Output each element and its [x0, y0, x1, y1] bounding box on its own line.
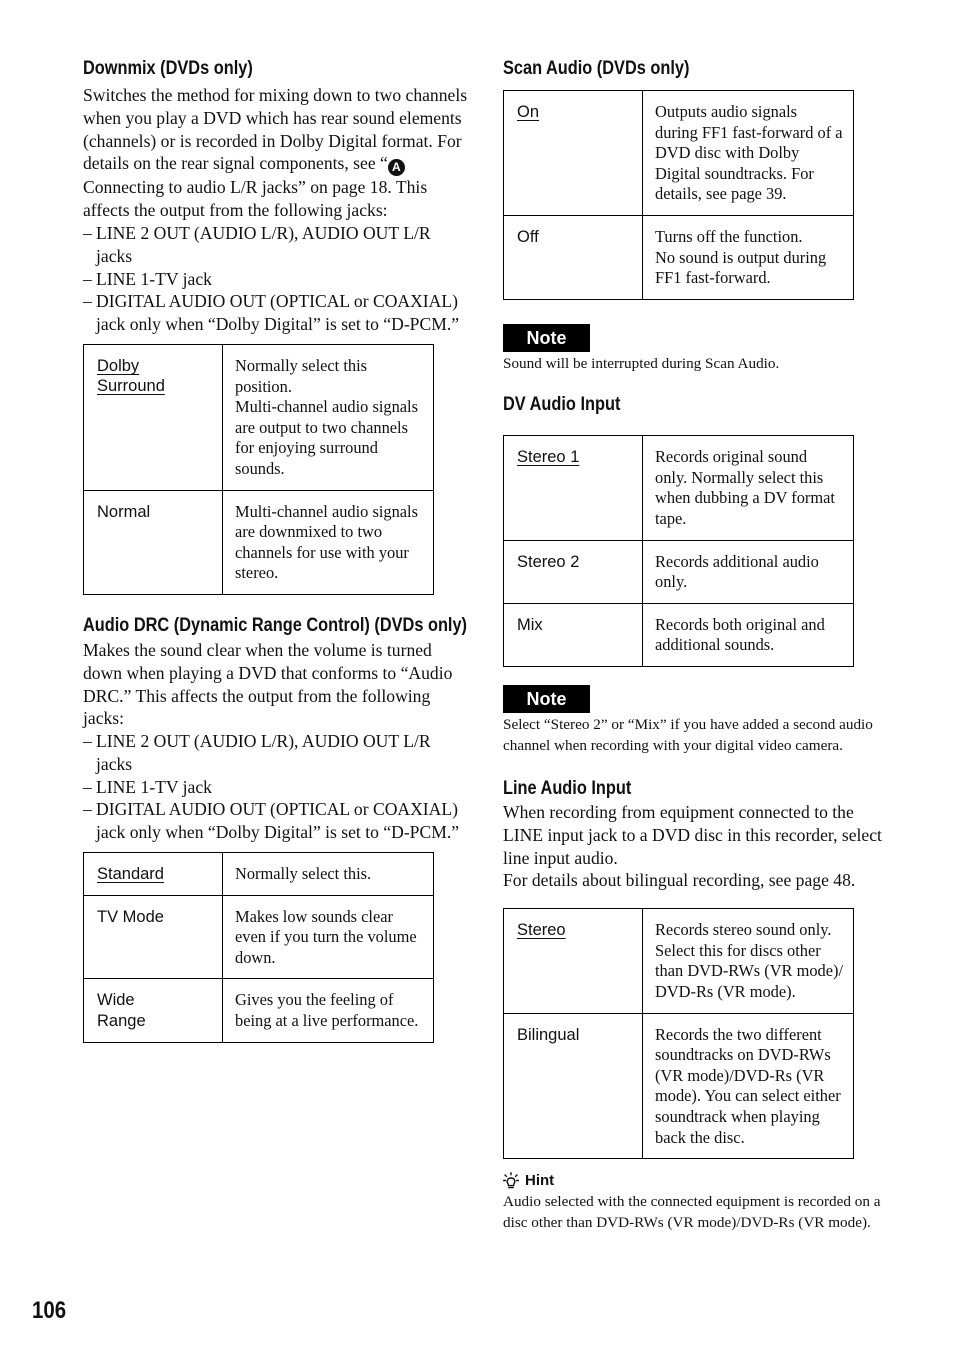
option-label: Stereo: [504, 909, 643, 1013]
table-row: [504, 91, 854, 216]
option-description: Normally select this.: [223, 853, 434, 896]
table-row: [504, 909, 854, 1013]
option-label: Wide Range: [84, 979, 223, 1042]
scan-audio-section: [503, 56, 898, 374]
list-item: – LINE 1-TV jack: [83, 268, 468, 291]
list-item: – LINE 2 OUT (AUDIO L/R), AUDIO OUT L/R jacks: [83, 730, 468, 776]
audio-drc-jack-list: [83, 730, 468, 844]
downmix-jack-list: [83, 222, 468, 336]
table-row: [504, 1013, 854, 1159]
audio-drc-heading: Audio DRC (Dynamic Range Control) (DVDs only): [83, 614, 468, 636]
option-label: Standard: [84, 853, 223, 896]
option-description: Records original sound only. Normally select this when dubbing a DV format tape.: [643, 436, 854, 540]
table-row: [84, 853, 434, 896]
circled-a-icon: A: [388, 159, 405, 176]
option-description: Turns off the function. No sound is output during FF1 fast-forward.: [643, 215, 854, 299]
audio-drc-intro: Makes the sound clear when the volume is turned down when playing a DVD that conforms to “Audio DRC.” This affects the output from the following jacks:: [83, 639, 453, 729]
table-row: [84, 490, 434, 594]
downmix-options-table: [83, 344, 434, 595]
dv-audio-input-heading: DV Audio Input: [503, 394, 621, 416]
list-item: – LINE 2 OUT (AUDIO L/R), AUDIO OUT L/R jacks: [83, 222, 468, 268]
hint-heading: Hint: [503, 1171, 898, 1191]
option-description: Makes low sounds clear even if you turn the volume down.: [223, 895, 434, 979]
option-description: Gives you the feeling of being at a live performance.: [223, 979, 434, 1042]
scan-audio-note-text: Sound will be interrupted during Scan Audio.: [503, 354, 780, 372]
scan-audio-options-table: [503, 90, 854, 300]
table-row: [504, 603, 854, 666]
list-item: – LINE 1-TV jack: [83, 776, 468, 799]
lightbulb-icon: [503, 1172, 519, 1190]
line-audio-input-section: [503, 776, 898, 1233]
dv-audio-input-section: [503, 392, 898, 756]
right-column: [503, 56, 898, 1233]
option-label: Stereo 1: [504, 436, 643, 540]
list-item: – DIGITAL AUDIO OUT (OPTICAL or COAXIAL) jack only when “Dolby Digital” is set to “D-PCM.”: [83, 290, 468, 336]
option-description: Multi-channel audio signals are downmixed to two channels for use with your stereo.: [223, 490, 434, 594]
option-description: Outputs audio signals during FF1 fast-forward of a DVD disc with Dolby Digital soundtracks. For details, see page 39.: [643, 91, 854, 216]
dv-audio-input-options-table: [503, 435, 854, 667]
option-label: TV Mode: [84, 895, 223, 979]
table-row: [504, 436, 854, 540]
option-description: Records stereo sound only. Select this for discs other than DVD-RWs (VR mode)/ DVD-Rs (VR mode).: [643, 909, 854, 1013]
option-description: Normally select this position. Multi-channel audio signals are output to two channels for enjoying surround sounds.: [223, 344, 434, 490]
table-row: [504, 540, 854, 603]
table-row: [84, 895, 434, 979]
audio-drc-options-table: [83, 852, 434, 1043]
note-badge: Note: [503, 685, 590, 713]
downmix-section: [83, 56, 468, 595]
note-badge: Note: [503, 324, 590, 352]
option-description: Records the two different soundtracks on DVD-RWs (VR mode)/DVD-Rs (VR mode). You can select either soundtrack when playing back the disc.: [643, 1013, 854, 1159]
dv-audio-note-text: Select “Stereo 2” or “Mix” if you have added a second audio channel when recording with your digital video camera.: [503, 716, 873, 754]
scan-audio-heading: Scan Audio (DVDs only): [503, 58, 690, 79]
hint-text: Audio selected with the connected equipment is recorded on a disc other than DVD-RWs (VR mode)/DVD-Rs (VR mode).: [503, 1193, 881, 1231]
downmix-heading: Downmix (DVDs only): [83, 58, 253, 79]
audio-drc-section: [83, 613, 468, 1043]
list-item: – DIGITAL AUDIO OUT (OPTICAL or COAXIAL) jack only when “Dolby Digital” is set to “D-PCM.”: [83, 798, 468, 844]
line-audio-bilingual-ref: For details about bilingual recording, see page 48.: [503, 870, 856, 891]
downmix-intro: Switches the method for mixing down to two channels when you play a DVD which has rear sound elements (channels) or is recorded in Dolby Digital format. For details on the rear signal components, see “ A Connecting to audio L/R jacks” on page 18. This affects the output from the following jacks:: [83, 85, 468, 221]
page-number: 106: [32, 1297, 67, 1324]
line-audio-options-table: [503, 908, 854, 1159]
option-description: Records additional audio only.: [643, 540, 854, 603]
option-label: Bilingual: [504, 1013, 643, 1159]
option-label: Dolby Surround: [84, 344, 223, 490]
line-audio-intro: When recording from equipment connected to the LINE input jack to a DVD disc in this recorder, select line input audio.: [503, 802, 882, 868]
option-label: Normal: [84, 490, 223, 594]
option-label: Stereo 2: [504, 540, 643, 603]
option-label: On: [504, 91, 643, 216]
line-audio-input-heading: Line Audio Input: [503, 778, 632, 799]
table-row: [504, 215, 854, 299]
option-description: Records both original and additional sounds.: [643, 603, 854, 666]
option-label: Off: [504, 215, 643, 299]
table-row: [84, 979, 434, 1042]
left-column: [83, 56, 468, 1043]
option-label: Mix: [504, 603, 643, 666]
table-row: [84, 344, 434, 490]
